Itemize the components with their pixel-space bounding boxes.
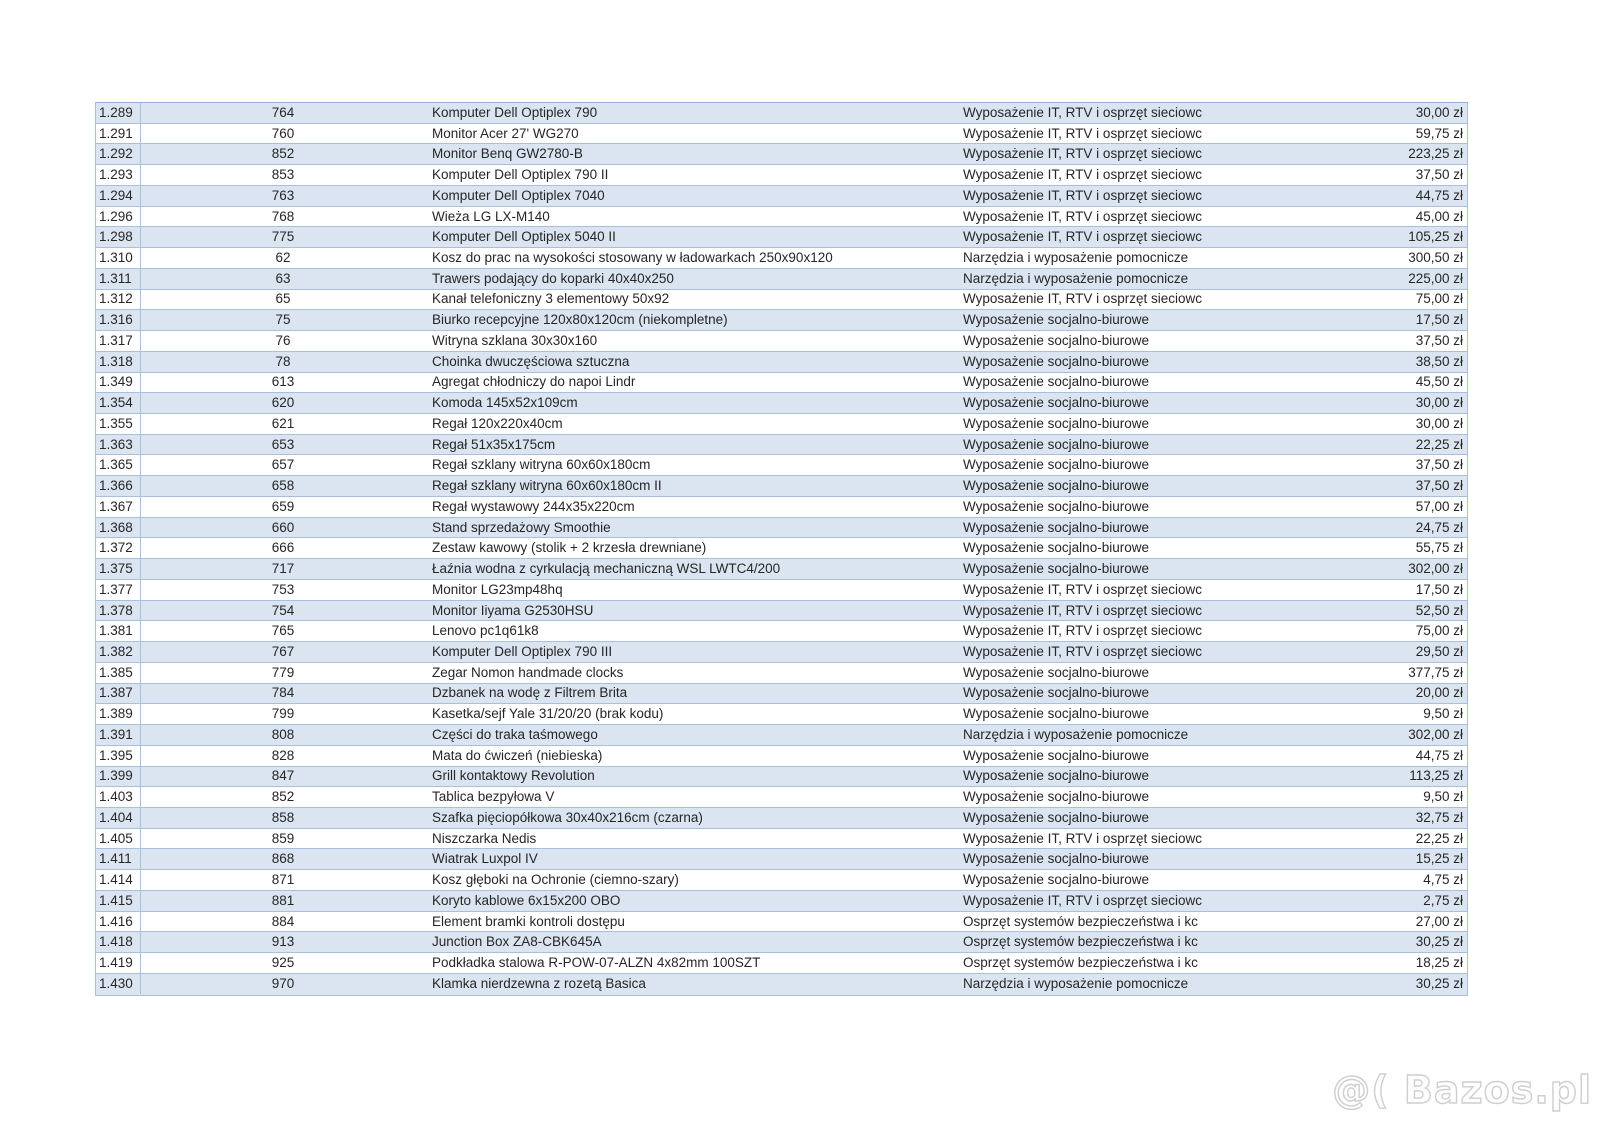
cell-item-id: 847 (271, 768, 295, 784)
cell-item-id: 764 (271, 104, 295, 120)
cell-price: 38,50 zł (1415, 353, 1463, 369)
cell-category: Wyposażenie socjalno-biurowe (963, 664, 1149, 680)
cell-category: Wyposażenie IT, RTV i osprzęt sieciowc (963, 167, 1202, 183)
cell-price: 17,50 zł (1415, 312, 1463, 328)
cell-item-id: 768 (271, 208, 295, 224)
cell-item-no: 1.403 (96, 787, 141, 807)
cell-item-id: 666 (271, 540, 295, 556)
cell-description: Części do traka taśmowego (432, 726, 598, 742)
cell-item-no: 1.405 (96, 829, 141, 849)
cell-item-id: 765 (271, 623, 295, 639)
cell-description: Wiatrak Luxpol IV (432, 851, 538, 867)
cell-item-no: 1.317 (96, 331, 141, 351)
table-row (95, 953, 1468, 974)
cell-category: Narzędzia i wyposażenie pomocnicze (963, 976, 1189, 992)
cell-price: 30,25 zł (1415, 934, 1463, 950)
cell-description: Podkładka stalowa R-POW-07-ALZN 4x82mm 100SZT (432, 954, 761, 970)
cell-category: Wyposażenie socjalno-biurowe (963, 519, 1149, 535)
cell-category: Wyposażenie socjalno-biurowe (963, 768, 1149, 784)
cell-item-id: 62 (275, 250, 291, 266)
cell-description: Komputer Dell Optiplex 7040 (432, 187, 605, 203)
cell-price: 37,50 zł (1415, 332, 1463, 348)
cell-category: Wyposażenie socjalno-biurowe (963, 312, 1149, 328)
cell-item-no: 1.368 (96, 518, 141, 538)
cell-item-id: 760 (271, 125, 295, 141)
cell-price: 225,00 zł (1408, 270, 1463, 286)
cell-item-id: 620 (271, 395, 295, 411)
cell-category: Wyposażenie socjalno-biurowe (963, 332, 1149, 348)
cell-price: 20,00 zł (1415, 685, 1463, 701)
cell-category: Osprzęt systemów bezpieczeństwa i kc (963, 954, 1198, 970)
cell-item-id: 970 (271, 976, 295, 992)
cell-category: Wyposażenie IT, RTV i osprzęt sieciowc (963, 643, 1202, 659)
cell-category: Osprzęt systemów bezpieczeństwa i kc (963, 913, 1198, 929)
cell-category: Wyposażenie socjalno-biurowe (963, 706, 1149, 722)
cell-price: 55,75 zł (1415, 540, 1463, 556)
cell-price: 75,00 zł (1415, 291, 1463, 307)
cell-item-id: 925 (271, 954, 295, 970)
cell-description: Komputer Dell Optiplex 790 (432, 104, 598, 120)
cell-item-no: 1.298 (96, 227, 141, 247)
cell-price: 37,50 zł (1415, 478, 1463, 494)
cell-description: Regał szklany witryna 60x60x180cm II (432, 478, 662, 494)
cell-description: Witryna szklana 30x30x160 (432, 332, 598, 348)
bazos-watermark: @( Bazos.pl (1332, 1068, 1592, 1112)
cell-price: 29,50 zł (1415, 643, 1463, 659)
cell-item-id: 657 (271, 457, 295, 473)
cell-item-no: 1.387 (96, 684, 141, 704)
cell-item-no: 1.381 (96, 621, 141, 641)
table-row (95, 974, 1468, 995)
cell-category: Wyposażenie socjalno-biurowe (963, 809, 1149, 825)
table-row (95, 227, 1468, 248)
cell-category: Wyposażenie socjalno-biurowe (963, 457, 1149, 473)
cell-price: 223,25 zł (1408, 146, 1463, 162)
cell-category: Wyposażenie socjalno-biurowe (963, 540, 1149, 556)
cell-item-no: 1.291 (96, 124, 141, 144)
cell-category: Wyposażenie socjalno-biurowe (963, 436, 1149, 452)
cell-category: Wyposażenie socjalno-biurowe (963, 395, 1149, 411)
cell-category: Wyposażenie socjalno-biurowe (963, 353, 1149, 369)
cell-price: 30,00 zł (1415, 395, 1463, 411)
cell-description: Monitor Benq GW2780-B (432, 146, 583, 162)
cell-item-id: 779 (271, 664, 295, 680)
cell-description: Regał wystawowy 244x35x220cm (432, 498, 635, 514)
cell-item-no: 1.382 (96, 642, 141, 662)
cell-item-no: 1.391 (96, 725, 141, 745)
cell-description: Łaźnia wodna z cyrkulacją mechaniczną WSL LWTC4/200 (432, 561, 781, 577)
cell-price: 30,00 zł (1415, 415, 1463, 431)
cell-item-id: 881 (271, 892, 295, 908)
table-row (95, 891, 1468, 912)
table-row (95, 144, 1468, 165)
cell-price: 9,50 zł (1423, 706, 1463, 722)
cell-price: 105,25 zł (1408, 229, 1463, 245)
cell-price: 32,75 zł (1415, 809, 1463, 825)
table-row (95, 538, 1468, 559)
table-row (95, 808, 1468, 829)
table-row (95, 580, 1468, 601)
cell-item-no: 1.349 (96, 373, 141, 393)
cell-item-id: 63 (275, 270, 291, 286)
cell-description: Choinka dwuczęściowa sztuczna (432, 353, 630, 369)
cell-item-no: 1.414 (96, 870, 141, 890)
cell-item-id: 775 (271, 229, 295, 245)
cell-item-no: 1.296 (96, 207, 141, 227)
table-row (95, 310, 1468, 331)
cell-description: Monitor Iiyama G2530HSU (432, 602, 594, 618)
cell-description: Kosz do prac na wysokości stosowany w ładowarkach 250x90x120 (432, 250, 833, 266)
cell-description: Komoda 145x52x109cm (432, 395, 578, 411)
cell-price: 30,25 zł (1415, 976, 1463, 992)
cell-category: Osprzęt systemów bezpieczeństwa i kc (963, 934, 1198, 950)
cell-price: 44,75 zł (1415, 747, 1463, 763)
cell-category: Wyposażenie socjalno-biurowe (963, 872, 1149, 888)
cell-item-id: 913 (271, 934, 295, 950)
cell-price: 37,50 zł (1415, 457, 1463, 473)
table-row (95, 559, 1468, 580)
cell-category: Wyposażenie socjalno-biurowe (963, 747, 1149, 763)
table-row (95, 124, 1468, 145)
cell-description: Wieża LG LX-M140 (432, 208, 550, 224)
cell-description: Trawers podający do koparki 40x40x250 (432, 270, 674, 286)
cell-description: Szafka pięciopółkowa 30x40x216cm (czarna) (432, 809, 703, 825)
table-row (95, 393, 1468, 414)
cell-description: Lenovo pc1q61k8 (432, 623, 539, 639)
cell-item-id: 852 (271, 789, 295, 805)
cell-item-no: 1.430 (96, 974, 141, 994)
cell-price: 37,50 zł (1415, 167, 1463, 183)
table-row (95, 663, 1468, 684)
cell-description: Klamka nierdzewna z rozetą Basica (432, 976, 646, 992)
cell-item-no: 1.399 (96, 767, 141, 787)
cell-item-no: 1.311 (96, 269, 141, 289)
cell-price: 17,50 zł (1415, 581, 1463, 597)
cell-item-id: 871 (271, 872, 295, 888)
cell-item-no: 1.292 (96, 144, 141, 164)
cell-price: 302,00 zł (1408, 726, 1463, 742)
cell-price: 9,50 zł (1423, 789, 1463, 805)
table-row (95, 704, 1468, 725)
table-row (95, 103, 1468, 124)
table-row (95, 373, 1468, 394)
cell-item-id: 852 (271, 146, 295, 162)
cell-description: Komputer Dell Optiplex 790 III (432, 643, 613, 659)
cell-item-no: 1.366 (96, 476, 141, 496)
cell-description: Mata do ćwiczeń (niebieska) (432, 747, 603, 763)
cell-price: 15,25 zł (1415, 851, 1463, 867)
table-row (95, 849, 1468, 870)
cell-item-no: 1.416 (96, 912, 141, 932)
cell-price: 45,00 zł (1415, 208, 1463, 224)
cell-item-no: 1.395 (96, 746, 141, 766)
table-row (95, 870, 1468, 891)
cell-category: Wyposażenie IT, RTV i osprzęt sieciowc (963, 602, 1202, 618)
cell-item-no: 1.318 (96, 352, 141, 372)
table-row (95, 290, 1468, 311)
cell-price: 44,75 zł (1415, 187, 1463, 203)
cell-category: Narzędzia i wyposażenie pomocnicze (963, 250, 1189, 266)
cell-item-no: 1.377 (96, 580, 141, 600)
cell-item-id: 76 (275, 332, 291, 348)
cell-category: Wyposażenie IT, RTV i osprzęt sieciowc (963, 229, 1202, 245)
cell-description: Element bramki kontroli dostępu (432, 913, 625, 929)
cell-description: Dzbanek na wodę z Filtrem Brita (432, 685, 628, 701)
cell-category: Wyposażenie IT, RTV i osprzęt sieciowc (963, 125, 1202, 141)
table-row (95, 186, 1468, 207)
cell-item-id: 858 (271, 809, 295, 825)
cell-price: 302,00 zł (1408, 561, 1463, 577)
table-row (95, 518, 1468, 539)
cell-item-no: 1.316 (96, 310, 141, 330)
cell-item-no: 1.389 (96, 704, 141, 724)
cell-item-id: 859 (271, 830, 295, 846)
cell-price: 18,25 zł (1415, 954, 1463, 970)
cell-price: 52,50 zł (1415, 602, 1463, 618)
cell-category: Wyposażenie IT, RTV i osprzęt sieciowc (963, 208, 1202, 224)
cell-item-no: 1.367 (96, 497, 141, 517)
cell-item-no: 1.294 (96, 186, 141, 206)
cell-category: Wyposażenie socjalno-biurowe (963, 789, 1149, 805)
table-row (95, 331, 1468, 352)
cell-description: Grill kontaktowy Revolution (432, 768, 595, 784)
cell-item-id: 65 (275, 291, 291, 307)
cell-description: Monitor LG23mp48hq (432, 581, 563, 597)
table-row (95, 642, 1468, 663)
cell-description: Agregat chłodniczy do napoi Lindr (432, 374, 636, 390)
cell-item-no: 1.415 (96, 891, 141, 911)
cell-description: Zestaw kawowy (stolik + 2 krzesła drewniane) (432, 540, 707, 556)
table-row (95, 414, 1468, 435)
cell-category: Wyposażenie IT, RTV i osprzęt sieciowc (963, 104, 1202, 120)
cell-item-no: 1.375 (96, 559, 141, 579)
table-row (95, 787, 1468, 808)
cell-item-id: 763 (271, 187, 295, 203)
table-row (95, 269, 1468, 290)
cell-description: Tablica bezpyłowa V (432, 789, 555, 805)
cell-description: Komputer Dell Optiplex 5040 II (432, 229, 616, 245)
cell-item-id: 767 (271, 643, 295, 659)
table-row (95, 248, 1468, 269)
table-row (95, 684, 1468, 705)
cell-category: Wyposażenie socjalno-biurowe (963, 561, 1149, 577)
table-row (95, 476, 1468, 497)
cell-item-id: 828 (271, 747, 295, 763)
cell-category: Wyposażenie socjalno-biurowe (963, 478, 1149, 494)
cell-item-id: 754 (271, 602, 295, 618)
cell-description: Biurko recepcyjne 120x80x120cm (niekompletne) (432, 312, 728, 328)
cell-description: Niszczarka Nedis (432, 830, 537, 846)
cell-price: 4,75 zł (1423, 872, 1463, 888)
table-row (95, 455, 1468, 476)
cell-item-id: 784 (271, 685, 295, 701)
cell-description: Kosz głęboki na Ochronie (ciemno-szary) (432, 872, 679, 888)
table-row (95, 621, 1468, 642)
table-row (95, 746, 1468, 767)
cell-category: Wyposażenie IT, RTV i osprzęt sieciowc (963, 146, 1202, 162)
cell-category: Wyposażenie IT, RTV i osprzęt sieciowc (963, 187, 1202, 203)
cell-category: Wyposażenie IT, RTV i osprzęt sieciowc (963, 581, 1202, 597)
cell-category: Wyposażenie IT, RTV i osprzęt sieciowc (963, 892, 1202, 908)
cell-category: Wyposażenie socjalno-biurowe (963, 685, 1149, 701)
cell-item-no: 1.418 (96, 932, 141, 952)
cell-category: Narzędzia i wyposażenie pomocnicze (963, 270, 1189, 286)
table-row (95, 497, 1468, 518)
cell-item-id: 653 (271, 436, 295, 452)
cell-price: 75,00 zł (1415, 623, 1463, 639)
cell-item-no: 1.363 (96, 435, 141, 455)
cell-item-id: 660 (271, 519, 295, 535)
cell-item-no: 1.404 (96, 808, 141, 828)
cell-price: 2,75 zł (1423, 892, 1463, 908)
cell-description: Kanał telefoniczny 3 elementowy 50x92 (432, 291, 670, 307)
cell-price: 113,25 zł (1409, 768, 1463, 784)
cell-item-id: 659 (271, 498, 295, 514)
cell-item-no: 1.372 (96, 538, 141, 558)
cell-item-no: 1.312 (96, 290, 141, 310)
cell-description: Stand sprzedażowy Smoothie (432, 519, 611, 535)
cell-item-id: 75 (275, 312, 291, 328)
cell-category: Wyposażenie IT, RTV i osprzęt sieciowc (963, 623, 1202, 639)
table-row (95, 165, 1468, 186)
table-row (95, 912, 1468, 933)
cell-price: 22,25 zł (1415, 436, 1463, 452)
cell-description: Koryto kablowe 6x15x200 OBO (432, 892, 621, 908)
cell-item-id: 799 (271, 706, 295, 722)
cell-description: Regał szklany witryna 60x60x180cm (432, 457, 651, 473)
table-row (95, 601, 1468, 622)
cell-price: 24,75 zł (1415, 519, 1463, 535)
cell-category: Narzędzia i wyposażenie pomocnicze (963, 726, 1189, 742)
table-row (95, 829, 1468, 850)
cell-item-no: 1.411 (96, 849, 141, 869)
table-row (95, 435, 1468, 456)
table-row (95, 352, 1468, 373)
cell-price: 30,00 zł (1415, 104, 1463, 120)
cell-item-no: 1.385 (96, 663, 141, 683)
cell-item-no: 1.293 (96, 165, 141, 185)
cell-item-no: 1.419 (96, 953, 141, 973)
cell-item-no: 1.289 (96, 103, 141, 123)
cell-category: Wyposażenie socjalno-biurowe (963, 851, 1149, 867)
cell-item-id: 613 (271, 374, 295, 390)
cell-item-id: 78 (275, 353, 291, 369)
cell-category: Wyposażenie IT, RTV i osprzęt sieciowc (963, 830, 1202, 846)
cell-price: 59,75 zł (1415, 125, 1463, 141)
cell-category: Wyposażenie IT, RTV i osprzęt sieciowc (963, 291, 1202, 307)
cell-description: Junction Box ZA8-CBK645A (432, 934, 602, 950)
cell-price: 57,00 zł (1415, 498, 1463, 514)
cell-description: Regał 51x35x175cm (432, 436, 556, 452)
table-row (95, 932, 1468, 953)
cell-item-no: 1.365 (96, 455, 141, 475)
cell-item-id: 658 (271, 478, 295, 494)
cell-description: Regał 120x220x40cm (432, 415, 563, 431)
cell-item-id: 717 (271, 561, 295, 577)
cell-item-no: 1.310 (96, 248, 141, 268)
cell-description: Monitor Acer 27' WG270 (432, 125, 579, 141)
cell-category: Wyposażenie socjalno-biurowe (963, 415, 1149, 431)
cell-description: Kasetka/sejf Yale 31/20/20 (brak kodu) (432, 706, 664, 722)
cell-price: 27,00 zł (1415, 913, 1463, 929)
cell-item-no: 1.355 (96, 414, 141, 434)
cell-price: 300,50 zł (1408, 250, 1463, 266)
cell-item-id: 621 (271, 415, 295, 431)
cell-description: Komputer Dell Optiplex 790 II (432, 167, 609, 183)
cell-price: 377,75 zł (1408, 664, 1463, 680)
inventory-table (95, 102, 1468, 996)
cell-price: 45,50 zł (1415, 374, 1463, 390)
cell-item-no: 1.378 (96, 601, 141, 621)
cell-price: 22,25 zł (1415, 830, 1463, 846)
cell-item-id: 753 (271, 581, 295, 597)
cell-item-id: 808 (271, 726, 295, 742)
table-row (95, 767, 1468, 788)
cell-item-id: 884 (271, 913, 295, 929)
cell-category: Wyposażenie socjalno-biurowe (963, 374, 1149, 390)
cell-item-id: 868 (271, 851, 295, 867)
cell-category: Wyposażenie socjalno-biurowe (963, 498, 1149, 514)
cell-item-id: 853 (271, 167, 295, 183)
cell-description: Zegar Nomon handmade clocks (432, 664, 624, 680)
table-row (95, 725, 1468, 746)
table-row (95, 207, 1468, 228)
cell-item-no: 1.354 (96, 393, 141, 413)
